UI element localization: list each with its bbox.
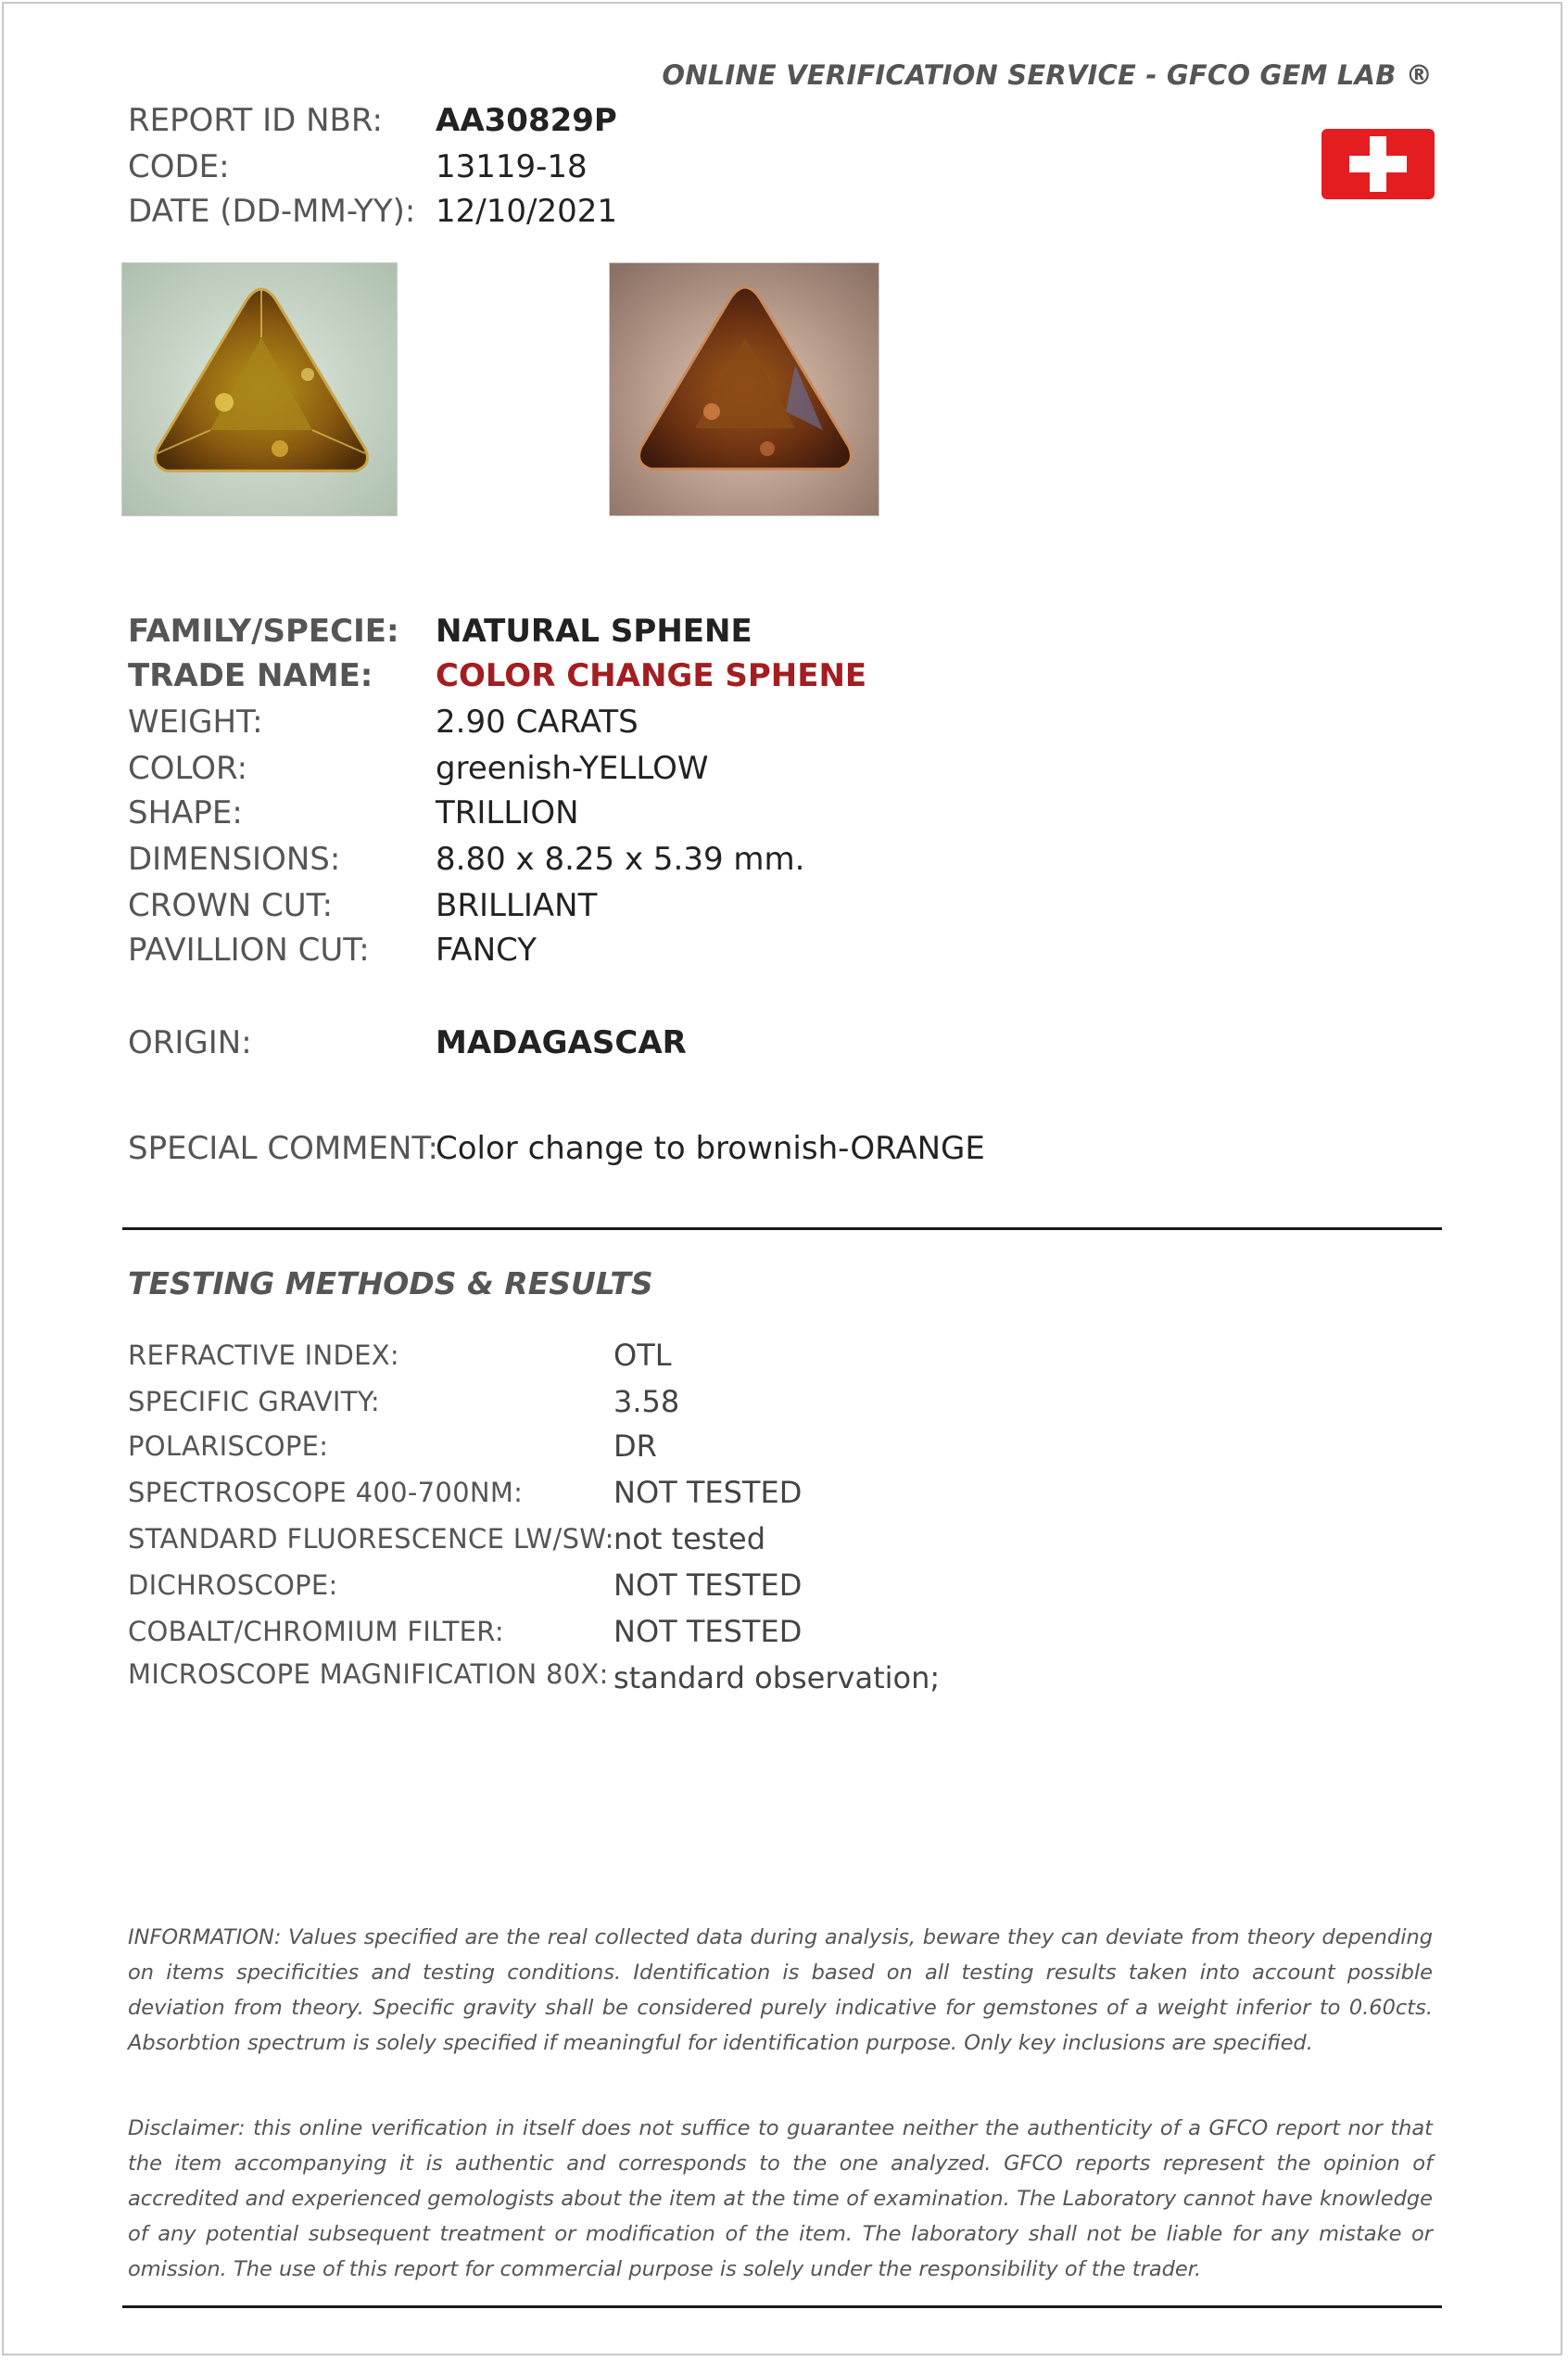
code-value: 13119-18 [436,148,588,185]
test-value: standard observation; [613,1660,941,1695]
dimensions-label: DIMENSIONS: [128,841,341,878]
weight-label: WEIGHT: [128,704,263,741]
origin-row [128,1024,1425,1061]
crown-cut-row [128,887,1425,924]
test-value: NOT TESTED [613,1475,803,1510]
test-row [128,1385,1425,1418]
test-row [128,1522,1425,1555]
family-row [128,613,1425,650]
date-value: 12/10/2021 [436,193,617,230]
footer-divider [122,2305,1442,2308]
test-label: STANDARD FLUORESCENCE LW/SW: [128,1523,614,1555]
dimensions-row [128,841,1425,878]
weight-row [128,704,1425,741]
family-label: FAMILY/SPECIE: [128,613,399,650]
gemstone-incandescent-photo [609,262,879,516]
testing-section-title: TESTING METHODS & RESULTS [128,1265,653,1301]
trade-name-value: COLOR CHANGE SPHENE [436,657,867,694]
test-row [128,1615,1425,1648]
family-value: NATURAL SPHENE [436,613,752,650]
crown-cut-label: CROWN CUT: [128,887,334,924]
swiss-flag-icon [1321,129,1435,199]
test-label: DICHROSCOPE: [128,1569,338,1601]
report-id-label: REPORT ID NBR: [128,102,383,139]
section-divider [122,1227,1442,1230]
test-row [128,1568,1425,1602]
origin-label: ORIGIN: [128,1024,252,1061]
test-row [128,1657,1425,1695]
test-value: DR [613,1428,657,1464]
report-id-value: AA30829P [436,102,617,139]
special-comment-row [128,1130,1425,1167]
special-comment-label: SPECIAL COMMENT: [128,1130,438,1167]
service-title: ONLINE VERIFICATION SERVICE - GFCO GEM LAB ® [662,59,1433,91]
color-row [128,750,1425,787]
test-label: COBALT/CHROMIUM FILTER: [128,1616,504,1647]
color-label: COLOR: [128,750,248,787]
test-label: SPECTROSCOPE 400-700NM: [128,1477,524,1508]
pavillion-cut-row [128,932,1425,969]
test-label: MICROSCOPE MAGNIFICATION 80X: [128,1658,609,1690]
shape-value: TRILLION [436,794,579,831]
shape-row [128,794,1425,831]
weight-value: 2.90 CARATS [436,704,639,741]
gemstone-daylight-photo [121,262,398,516]
information-text: INFORMATION: Values specified are the real collected data during analysis, beware they can deviate from theory depending on items specificities and testing conditions. Identification is based on all testing results taken into account possible deviation from theory. Specific gravity shall be considered purely indicative for gemstones of a weight inferior to 0.60cts. Absorbtion spectrum is solely specified if meaningful for identification purpose. Only key inclusions are specified. [128,1925,1433,2055]
test-label: POLARISCOPE: [128,1430,329,1462]
trade-name-row [128,657,1425,694]
origin-value: MADAGASCAR [436,1024,687,1061]
test-label: REFRACTIVE INDEX: [128,1339,399,1371]
test-row [128,1476,1425,1509]
test-value: not tested [613,1521,766,1556]
special-comment-value: Color change to brownish-ORANGE [436,1130,985,1167]
test-value: 3.58 [613,1384,680,1419]
crown-cut-value: BRILLIANT [436,887,598,924]
test-row [128,1429,1425,1463]
shape-label: SHAPE: [128,794,243,831]
dimensions-value: 8.80 x 8.25 x 5.39 mm. [436,841,805,878]
test-value: OTL [613,1338,672,1373]
pavillion-cut-label: PAVILLION CUT: [128,932,370,969]
date-label: DATE (DD-MM-YY): [128,193,416,230]
trade-name-label: TRADE NAME: [128,657,373,694]
test-value: NOT TESTED [613,1614,803,1649]
code-label: CODE: [128,148,230,185]
disclaimer-text: Disclaimer: this online verification in itself does not suffice to guarantee neither the authenticity of a GFCO report nor that the item accompanying it is authentic and corresponds to the one analyzed. GFCO reports represent the opinion of accredited and experienced gemologists about the item at the time of examination. The Laboratory cannot have knowledge of any potential subsequent treatment or modification of the item. The laboratory shall not be liable for any mistake or omission. The use of this report for commercial purpose is solely under the responsibility of the trader. [128,2116,1433,2281]
pavillion-cut-value: FANCY [436,932,537,969]
color-value: greenish-YELLOW [436,750,709,787]
test-row [128,1339,1425,1372]
test-value: NOT TESTED [613,1568,803,1603]
test-label: SPECIFIC GRAVITY: [128,1386,380,1417]
